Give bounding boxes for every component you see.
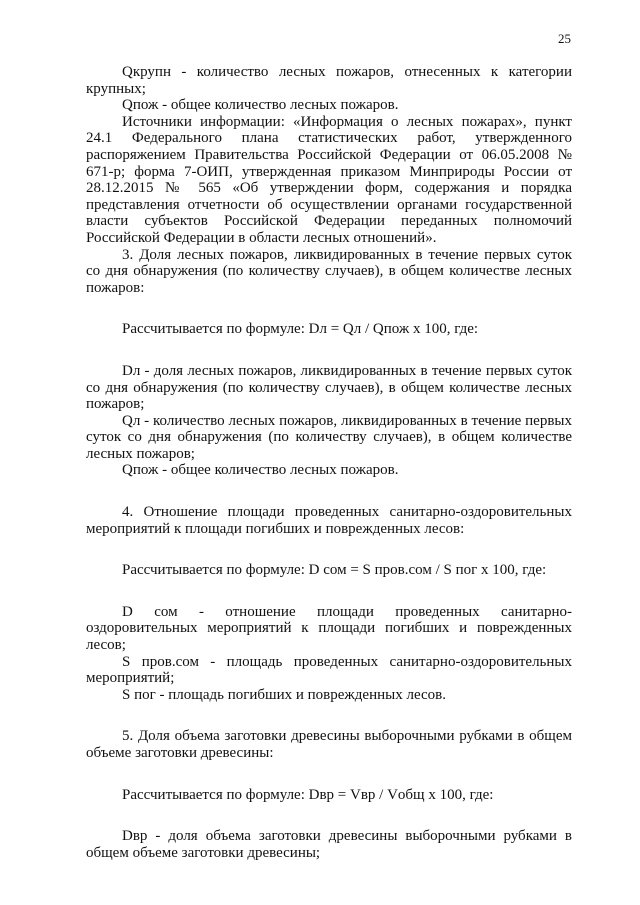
document-body xyxy=(86,64,572,861)
heading-indicator-3: 3. Доля лесных пожаров, ликвидированных в течение первых суток со дня обнаружения (по количеству случаев), в общем количестве лесных пожаров: xyxy=(86,246,572,296)
paragraph-ql-definition: Qл - количество лесных пожаров, ликвидированных в течение первых суток со дня обнаружения (по количеству случаев), в общем количестве лесных пожаров; xyxy=(86,412,572,462)
paragraph-information-sources: Источники информации: «Информация о лесных пожарах», пункт 24.1 Федерального плана статистических работ, утвержденного распоряжением Правительства Российской Федерации от 06.05.2008 № 671-р; форма 7-ОИП, утвержденная приказом Минприроды России от 28.12.2015 № 565 «Об утверждении форм, содержания и порядка представления отчетности об осуществлении органами государственной власти субъектов Российской Федерации переданных полномочий Российской Федерации в области лесных отношений». xyxy=(86,113,572,246)
paragraph-qpozh-definition-2: Qпож - общее количество лесных пожаров. xyxy=(122,462,399,479)
formula-indicator-3: Рассчитывается по формуле: Dл = Qл / Qпож x 100, где: xyxy=(122,321,479,338)
paragraph-dvr-definition: Dвр - доля объема заготовки древесины выборочными рубками в общем объеме заготовки древесины; xyxy=(86,828,572,861)
page-number: 25 xyxy=(558,31,571,46)
paragraph-sprovsom-definition: S пров.сом - площадь проведенных санитарно-оздоровительных мероприятий; xyxy=(86,653,572,687)
formula-indicator-5: Рассчитывается по формуле: Dвр = Vвр / Vобщ x 100, где: xyxy=(122,786,494,803)
paragraph-qkrupn-definition: Qкрупн - количество лесных пожаров, отнесенных к категории крупных; xyxy=(86,64,572,97)
paragraph-dl-definition: Dл - доля лесных пожаров, ликвидированных в течение первых суток со дня обнаружения (по количеству случаев), в общем количестве лесных пожаров; xyxy=(86,362,572,413)
heading-indicator-5: 5. Доля объема заготовки древесины выборочными рубками в общем объеме заготовки древесины: xyxy=(86,728,572,761)
paragraph-dsom-definition: D сом - отношение площади проведенных санитарно-оздоровительных мероприятий к площади погибших и поврежденных лесов; xyxy=(86,603,572,654)
paragraph-qpozh-definition: Qпож - общее количество лесных пожаров. xyxy=(122,97,399,114)
formula-indicator-4: Рассчитывается по формуле: D сом = S пров.сом / S пог x 100, где: xyxy=(122,562,547,579)
paragraph-spog-definition: S пог - площадь погибших и поврежденных лесов. xyxy=(122,686,446,703)
heading-indicator-4: 4. Отношение площади проведенных санитарно-оздоровительных мероприятий к площади погибших и поврежденных лесов: xyxy=(86,504,572,537)
